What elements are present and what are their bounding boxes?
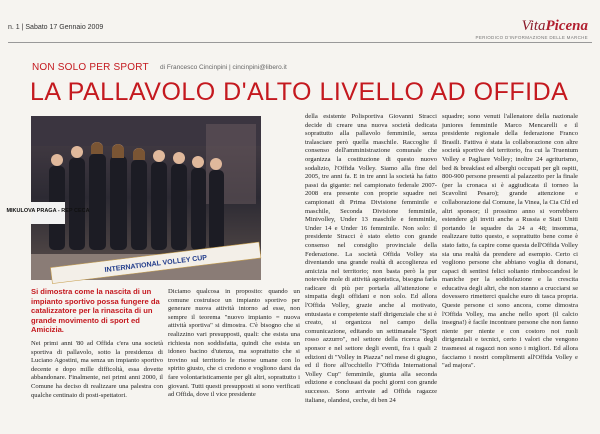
headline: LA PALLAVOLO D'ALTO LIVELLO AD OFFIDA [30,78,569,106]
masthead-logo [476,18,588,40]
event-sign-text: INTERNATIONAL VOLLEY CUP [104,254,208,275]
byline: di Francesco Cincinpini | cincinpini@libero.it [160,64,287,71]
body-column-2: Diciamo qualcosa in proposito: quando un comune costruisce un impianto sportivo per generare nuova attività intorno ad esse, non sempre il teorema "nuovo impianto = nuova attività sportiva" si dimostra. C'è bisogno che si realizzino vari presupposti, quali: che esista una richiesta non soddisfatta, quindi che esista un idoneo bacino d'utenza, ma soprattutto che si trovino sul territorio le risorse umane con lo spirito giusto, che ci credono e vogliono darsi da fare volontaristicamente per gli altri, soprattutto i giovani. Tutti questi presupposti si sono verificati ad Offida, dove il vice presidente [168,288,300,399]
body-column-1: Nei primi anni '80 ad Offida c'era una società sportiva di pallavolo, sotto la presidenza di Luciano Agostini, ma senza un impianto sportivo decente e dopo mille difficoltà, essa dovette abbandonare. Finalmente, nei primi anni 2000, il Comune ha deciso di realizzare una palestra con qualche centinaio di posti-spettatori. [31,340,163,399]
brand-tagline: PERIODICO D'INFORMAZIONE DELLE MARCHE [475,35,588,40]
page-header [8,20,592,40]
header-divider [8,42,592,43]
team-photo-illustration [6,116,261,280]
section-kicker: NON SOLO PER SPORT [32,62,149,73]
body-column-3: della esistente Polisportiva Giovanni Stracci decide di creare una nuova società dedicata soprattutto alla pallavolo femminile, senza tralasciare però quella maschile. Raccoglie il consenso dell'amministrazione comunale che organizza la costituzione di questo nuovo sodalizio, l'Offida Volley. Siamo alla fine del 2005, tre anni fa. E in tre anni la società ha fatto passi da gigante: nel campionato federale 2007-2008 era presente con proprie squadre nei campionati di Prima Divisione femminile e maschile, Seconda Divisione femminile, Minivolley, Under 13 maschile e femminile, Under 14 e Under 16 femminile. Non solo: il presidente Stracci è stato eletto con grande consenso nel consiglio provinciale della Federazione. La società Offida Volley sta diventando una grande realtà di accoglienza ed amicizia nel territorio; non basta però la pur notevole mole di attività agonistica, bisogna farla radicare di più per portarla all'attenzione e simpatia degli offidani e non solo. Ed allora l'Offida Volley, grazie anche al motivato, entusiasta e competente staff dirigenziale che si è creato, si organizza nel campo della comunicazione, editando un settimanale "Sport rosso azzurro", nel settore della ricerca degli sponsor e nel settore degli eventi, fra i quali 2 edizioni di "Volley in Piazza" nel mese di giugno, ed il fiore all'occhiello l'"Offida International Volley Cup" femminile, giunta alla seconda edizione e conclusasi da pochi giorni con grande successo. Sono arrivate ad Offida ragazze italiane, olandesi, ceche, di ben 24 [305,113,437,404]
body-column-4: squadre; sono venuti l'allenatore della nazionale juniores femminile Marco Mencarelli e il presidente regionale della federazione Franco Brasili. Fattiva è stata la collaborazione con altre società sportive del territorio, fra cui la Truentum Volley e Pagliare Volley; inoltre 24 agriturismo, bed & breakfast ed alberghi occupati per gli ospiti, 800-900 persone presenti al palazzetto per la finale (per la cronaca si è aggiudicata il torneo la Scavolini Pesaro); grande attenzione e collaborazione dal Comune, la Vinea, la Cia Cfd ed altri sponsor; il prossimo anno si vorrebbero estendere gli inviti anche a Russia e Stati Uniti portando le squadre da 24 a 48; insomma, realizzare tutto questo, e soprattutto bene come è stato fatto, fa capire come questa dell'Offida Volley sia una realtà da prendere ad esempio. Certo ci vogliono persone che abbiano voglia di donarsi, capaci di sentirsi felici soltanto rimboccandosi le maniche per la soddisfazione e la crescita educativa degli altri, che non stanno a crucciarsi se dovessero rimetterci qualche euro di tasca propria. Queste persone ci sono ancora, come dimostra l'Offida Volley, ma anche nello sport (il calcio insegna!) è facile incontrare persone che non fanno niente per niente e con costoro noi ruoli dirigenziali e tecnici, certo i valori che vengono trasmessi ai ragazzi non sono i migliori. Ed allora facciamo i nostri complimenti all'Offida Volley e "ad majora". [442,113,578,370]
team-photo [6,116,261,280]
team-banner-text: MIKULOVA PRAGA - REP CECA [6,208,90,214]
brand-prefix: Vita [521,18,546,34]
brand-suffix: Picena [545,18,588,34]
lead-paragraph: Si dimostra come la nascita di un impianto sportivo possa fungere da catalizzatore per la rinascita di un grande movimento di sport ed Amicizia. [31,287,160,335]
issue-info: n. 1 | Sabato 17 Gennaio 2009 [8,24,104,31]
